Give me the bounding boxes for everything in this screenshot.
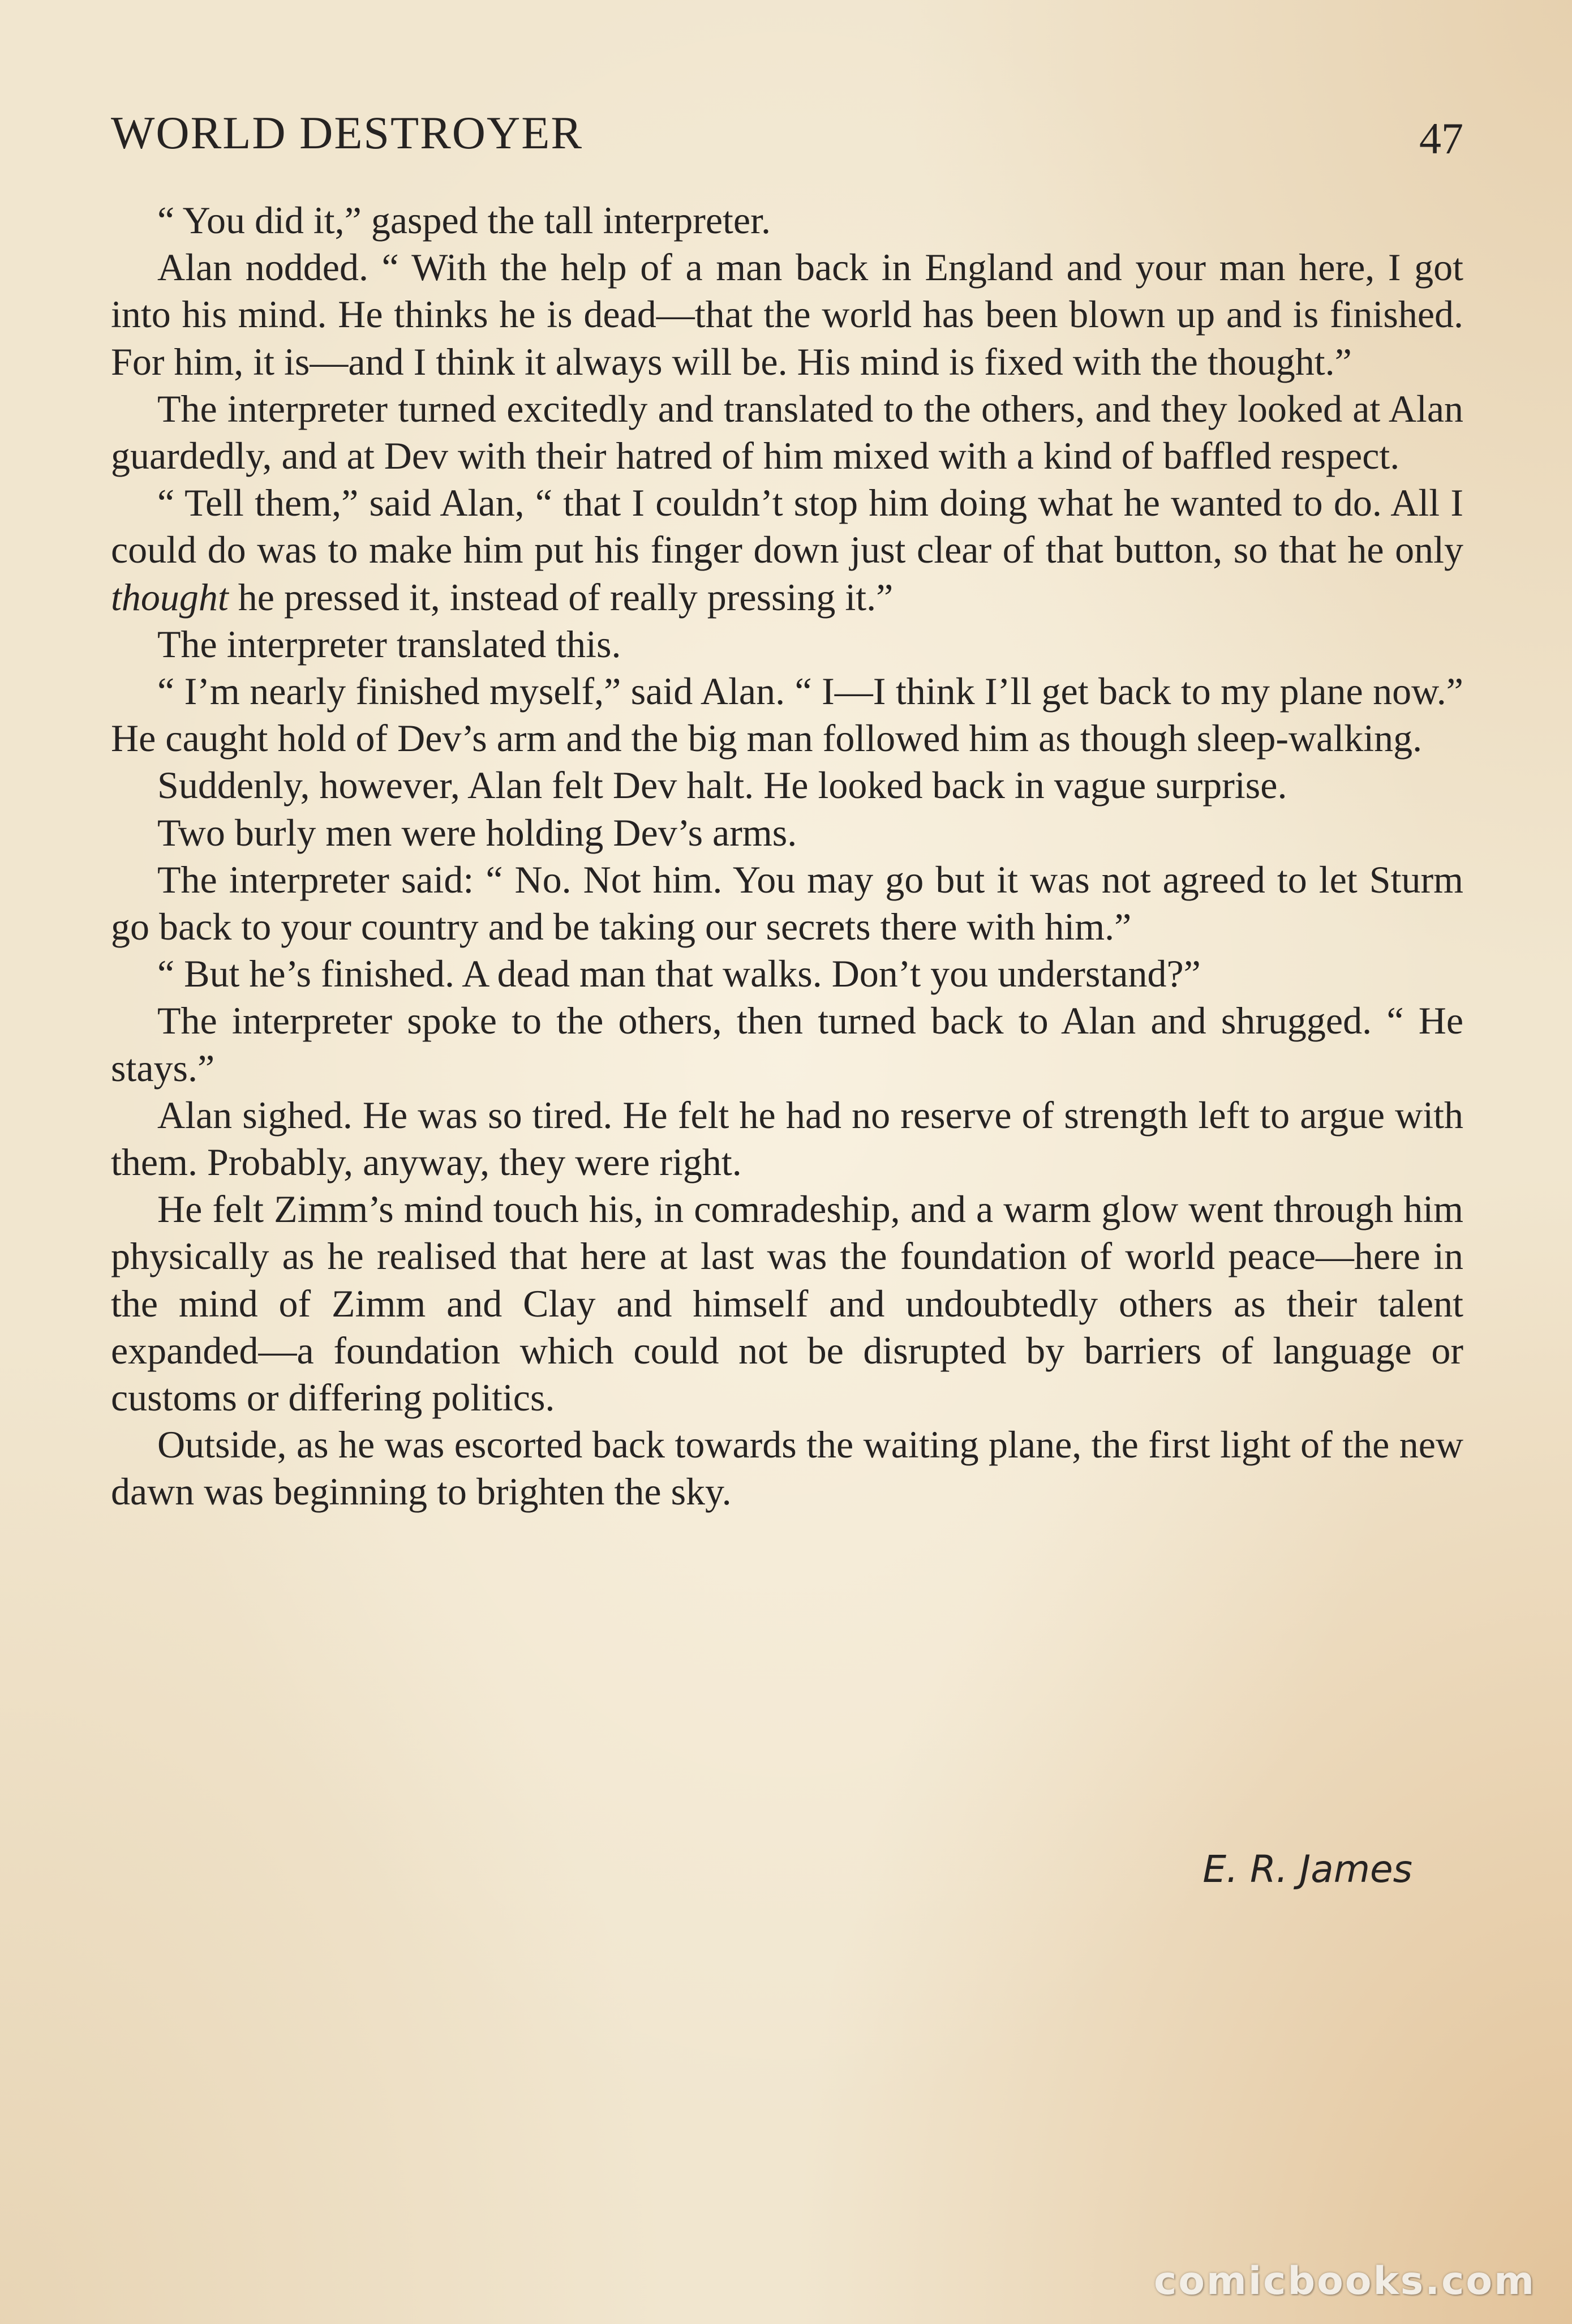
paragraph: “ I’m nearly finished myself,” said Alan. “ I—I think I’ll get back to my plane now.” He caught hold of Dev’s arm and the big man followed him as though sleep-walking.	[111, 670, 1463, 760]
paragraph: Alan sighed. He was so tired. He felt he had no reserve of strength left to argue with them. Probably, anyway, they were right.	[111, 1093, 1463, 1184]
site-watermark: comicbooks.com	[1153, 2259, 1536, 2304]
emphasized-word: thought	[111, 575, 229, 619]
page-number: 47	[1419, 114, 1463, 163]
story-text	[111, 197, 1463, 1516]
author-byline: E. R. James	[1202, 1847, 1412, 1891]
paragraph: Outside, as he was escorted back towards the waiting plane, the first light of the new dawn was beginning to brighten the sky.	[111, 1423, 1463, 1513]
paragraph-text: “ Tell them,” said Alan, “ that I couldn’t stop him doing what he wanted to do. All I could do was to make him put his finger down just clear of that button, so that he only	[111, 481, 1463, 572]
paragraph: “ But he’s finished. A dead man that walks. Don’t you understand?”	[157, 952, 1201, 996]
paragraph: The interpreter said: “ No. Not him. You may go but it was not agreed to let Sturm go back to your country and be taking our secrets there with him.”	[111, 857, 1463, 949]
paragraph: The interpreter turned excitedly and translated to the others, and they looked at Alan guardedly, and at Dev with their hatred of him mixed with a kind of baffled respect.	[111, 387, 1463, 478]
paragraph	[111, 479, 1463, 621]
page-header	[111, 102, 1463, 164]
paragraph: Two burly men were holding Dev’s arms.	[157, 811, 797, 854]
paragraph: Suddenly, however, Alan felt Dev halt. He looked back in vague surprise.	[157, 764, 1287, 807]
paragraph-text: he pressed it, instead of really pressing it.”	[228, 575, 894, 619]
paragraph: The interpreter translated this.	[157, 622, 621, 666]
running-title: WORLD DESTROYER	[111, 107, 583, 158]
paragraph: Alan nodded. “ With the help of a man back in England and your man here, I got into his mind. He thinks he is dead—that the world has been blown up and is finished. For him, it is—and I think it always will be. His mind is fixed with the thought.”	[111, 246, 1463, 383]
paragraph: The interpreter spoke to the others, then turned back to Alan and shrugged. “ He stays.”	[111, 999, 1463, 1090]
paragraph: He felt Zimm’s mind touch his, in comradeship, and a warm glow went through him physically as he realised that here at last was the foundation of world peace—here in the mind of Zimm and Clay and himself and undoubtedly others as their talent expanded—a foundation which could not be disrupted by barriers of language or customs or differing politics.	[111, 1187, 1463, 1420]
paragraph: “ You did it,” gasped the tall interpreter.	[157, 199, 771, 242]
